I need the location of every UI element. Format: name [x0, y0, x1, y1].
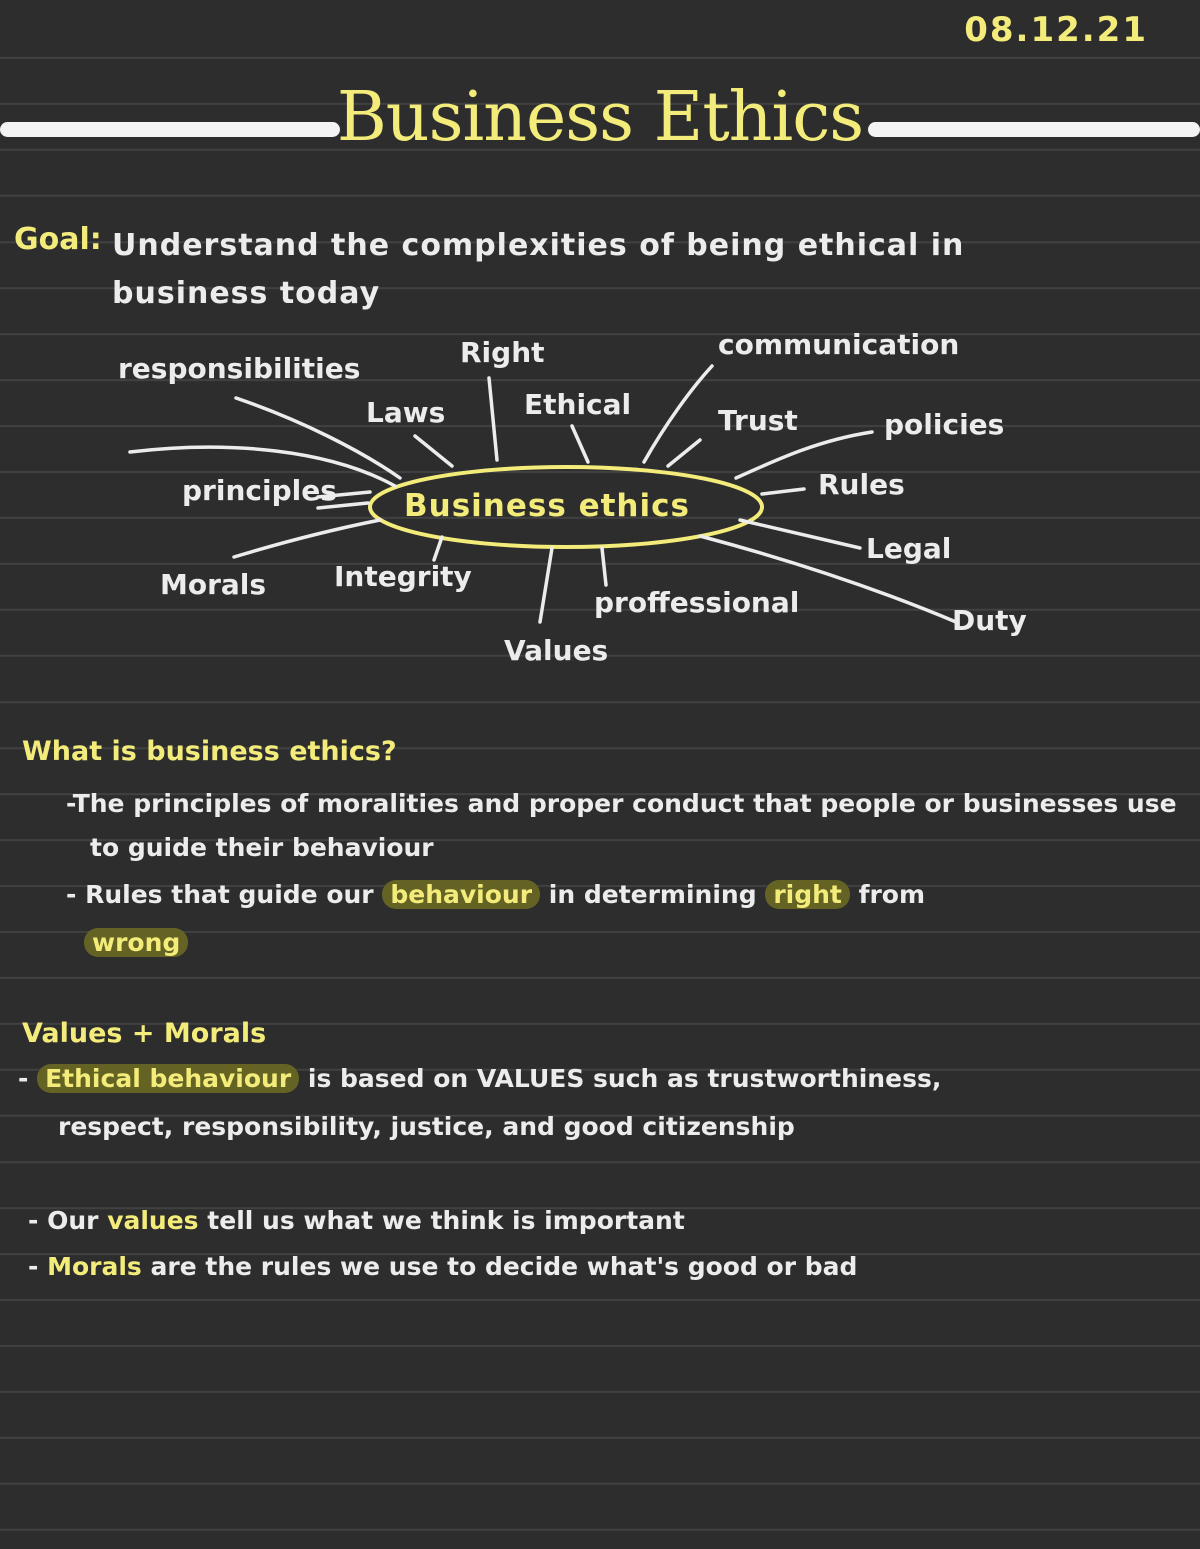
note-date: 08.12.21 — [964, 10, 1148, 50]
highlight-ethical-behaviour: Ethical behaviour — [37, 1064, 299, 1093]
mindmap-node-trust: Trust — [718, 404, 798, 437]
values-morals-bullet-2 — [28, 1206, 685, 1235]
mindmap-node-ethical: Ethical — [524, 388, 632, 421]
section-heading-values-morals: Values + Morals — [22, 1018, 267, 1049]
values-morals-bullet-1-dash: - — [18, 1064, 29, 1093]
what-is-bullet-2-post: from — [858, 880, 926, 909]
highlight-behaviour: behaviour — [382, 880, 540, 909]
values-morals-bullet-3 — [28, 1252, 857, 1281]
mindmap-node-right: Right — [460, 336, 545, 369]
page-title: Business Ethics — [336, 78, 864, 157]
mindmap-node-principles: principles — [182, 474, 337, 507]
goal-text: Understand the complexities of being ethical in business today — [112, 228, 965, 311]
connector-laws — [415, 436, 452, 466]
connector-proffessional — [602, 548, 606, 585]
connector-communication — [644, 366, 712, 462]
connector-integrity — [434, 537, 442, 560]
connector-rules — [762, 489, 804, 494]
values-morals-bullet-1-line-1 — [18, 1064, 941, 1093]
what-is-bullet-2-pre: - Rules that guide our — [66, 880, 374, 909]
mindmap-node-proffessional: proffessional — [594, 586, 800, 619]
values-morals-bullet-1-line-2: respect, responsibility, justice, and good citizenship — [58, 1112, 795, 1141]
values-morals-bullet-2-post: tell us what we think is important — [207, 1206, 685, 1235]
connector-values — [540, 548, 552, 622]
highlight-right: right — [765, 880, 850, 909]
values-morals-bullet-1-text: is based on VALUES such as trustworthiness, — [307, 1064, 942, 1093]
mindmap-node-laws: Laws — [366, 396, 446, 429]
mindmap-node-duty: Duty — [952, 604, 1027, 637]
what-is-bullet-2-line-2 — [84, 928, 188, 957]
connector-trust — [668, 440, 700, 466]
mindmap-node-responsibilities: responsibilities — [118, 352, 361, 385]
what-is-bullet-2-mid: in determining — [548, 880, 757, 909]
connector-right — [489, 378, 497, 460]
mindmap-node-legal: Legal — [866, 532, 952, 565]
values-morals-bullet-2-pre: - Our — [28, 1206, 99, 1235]
mindmap-node-communication: communication — [718, 328, 960, 361]
mindmap-center: Business ethics — [404, 488, 690, 524]
what-is-bullet-1: -The principles of moralities and proper conduct that people or businesses use to guide their behaviour — [66, 789, 1177, 862]
mindmap-node-policies: policies — [884, 408, 1005, 441]
section-heading-what-is: What is business ethics? — [22, 736, 397, 767]
mindmap-node-values: Values — [504, 634, 609, 667]
highlight-wrong: wrong — [84, 928, 188, 957]
mindmap-node-rules: Rules — [818, 468, 905, 501]
goal-label: Goal: — [14, 222, 102, 257]
mindmap-node-integrity: Integrity — [334, 560, 472, 593]
values-morals-bullet-3-post: are the rules we use to decide what's good or bad — [150, 1252, 858, 1281]
connector-morals — [234, 520, 380, 557]
keyword-values: values — [107, 1206, 199, 1235]
mindmap-node-morals: Morals — [160, 568, 267, 601]
connector-ethical — [572, 426, 588, 462]
connector-legal — [740, 520, 860, 548]
keyword-morals: Morals — [47, 1252, 142, 1281]
values-morals-bullet-3-pre: - — [28, 1252, 39, 1281]
what-is-bullet-2-line-1 — [66, 880, 925, 909]
